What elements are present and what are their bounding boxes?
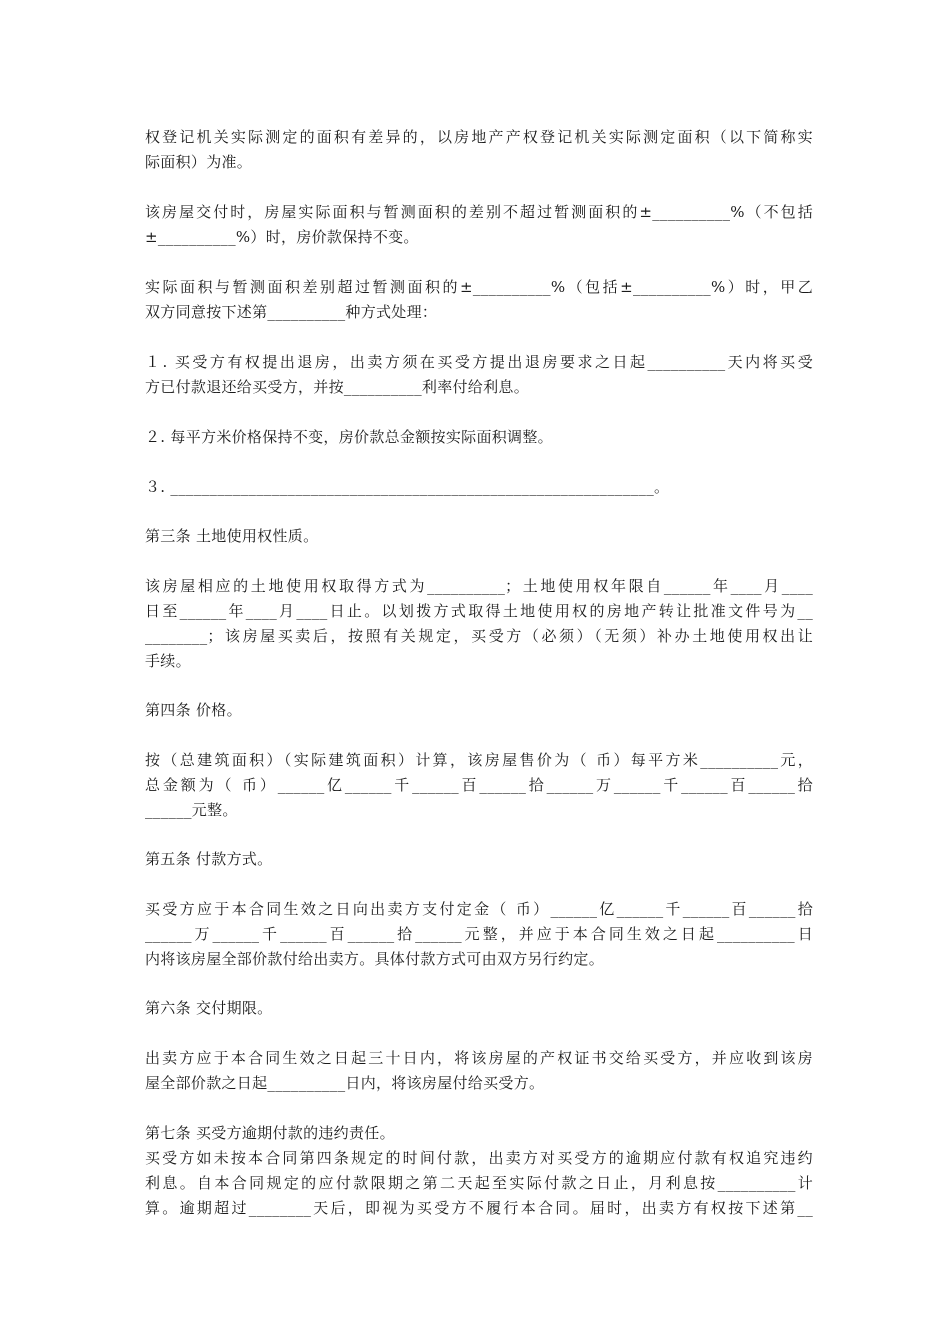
paragraph-payment-method bbox=[145, 897, 813, 972]
text-line: 权登记机关实际测定的面积有差异的，以房地产产权登记机关实际测定面积（以下简称实 bbox=[145, 128, 813, 146]
text-line: 双方同意按下述第__________种方式处理： bbox=[145, 303, 438, 321]
text-line: 总金额为（ 币）______亿______千______百______拾______万______千______百______拾 bbox=[145, 776, 813, 794]
text-line: 算。逾期超过________天后，即视为买受方不履行本合同。届时，出卖方有权按下述第__ bbox=[145, 1199, 813, 1217]
section-heading: 第七条 买受方逾期付款的违约责任。 bbox=[145, 1124, 395, 1142]
paragraph-price bbox=[145, 748, 813, 823]
option-1-refund bbox=[145, 350, 813, 400]
heading-article-4 bbox=[145, 698, 813, 723]
text-line: 按（总建筑面积）（实际建筑面积）计算，该房屋售价为（ 币）每平方米__________元， bbox=[145, 751, 813, 769]
text-line: 该房屋交付时，房屋实际面积与暂测面积的差别不超过暂测面积的±__________%（不包括 bbox=[145, 203, 813, 221]
text-line: 手续。 bbox=[145, 652, 191, 670]
text-line: 买受方如未按本合同第四条规定的时间付款，出卖方对买受方的逾期应付款有权追究违约 bbox=[145, 1149, 813, 1167]
text-line: ±__________%）时，房价款保持不变。 bbox=[145, 228, 419, 246]
text-line: 实际面积与暂测面积差别超过暂测面积的±__________%（包括±__________%）时，甲乙 bbox=[145, 278, 813, 296]
text-line: ______万______千______百______拾______元整，并应于本合同生效之日起__________日 bbox=[145, 925, 813, 943]
section-heading: 第六条 交付期限。 bbox=[145, 999, 273, 1017]
section-heading: 第四条 价格。 bbox=[145, 701, 242, 719]
text-line: 利息。自本合同规定的应付款限期之第二天起至实际付款之日止，月利息按__________计 bbox=[145, 1174, 813, 1192]
section-heading: 第三条 土地使用权性质。 bbox=[145, 527, 319, 545]
text-line: ２. 每平方米价格保持不变，房价款总金额按实际面积调整。 bbox=[145, 428, 553, 446]
text-line: 该房屋相应的土地使用权取得方式为__________；土地使用权年限自______年____月____ bbox=[145, 577, 813, 595]
text-line: 日至______年____月____日止。以划拨方式取得土地使用权的房地产转让批准文件号为__ bbox=[145, 602, 813, 620]
option-2-adjust bbox=[145, 425, 813, 450]
paragraph-delivery-term bbox=[145, 1046, 813, 1096]
paragraph-late-payment-liability bbox=[145, 1121, 813, 1221]
paragraph-area-exceed bbox=[145, 275, 813, 325]
heading-article-6 bbox=[145, 996, 813, 1021]
heading-article-3 bbox=[145, 524, 813, 549]
text-line: 际面积）为准。 bbox=[145, 153, 253, 171]
paragraph-area-tolerance bbox=[145, 200, 813, 250]
text-line: ３. ______________________________________________________________。 bbox=[145, 478, 670, 496]
paragraph-land-use-rights bbox=[145, 574, 813, 674]
text-line: 内将该房屋全部价款付给出卖方。具体付款方式可由双方另行约定。 bbox=[145, 950, 605, 968]
option-3-blank bbox=[145, 475, 813, 500]
text-line: 方已付款退还给买受方，并按__________利率付给利息。 bbox=[145, 378, 530, 396]
text-line: １. 买受方有权提出退房，出卖方须在买受方提出退房要求之日起__________天内将买受 bbox=[145, 353, 813, 371]
text-line: 买受方应于本合同生效之日向出卖方支付定金（ 币）______亿______千______百______拾 bbox=[145, 900, 813, 918]
heading-article-5 bbox=[145, 847, 813, 872]
section-heading: 第五条 付款方式。 bbox=[145, 850, 273, 868]
text-line: 出卖方应于本合同生效之日起三十日内，将该房屋的产权证书交给买受方，并应收到该房 bbox=[145, 1049, 813, 1067]
text-line: ______元整。 bbox=[145, 801, 238, 819]
text-line: 屋全部价款之日起__________日内，将该房屋付给买受方。 bbox=[145, 1074, 545, 1092]
text-line: ________；该房屋买卖后，按照有关规定，买受方（必须）（无须）补办土地使用权出让 bbox=[145, 627, 813, 645]
paragraph-area-measurement-basis bbox=[145, 125, 813, 175]
